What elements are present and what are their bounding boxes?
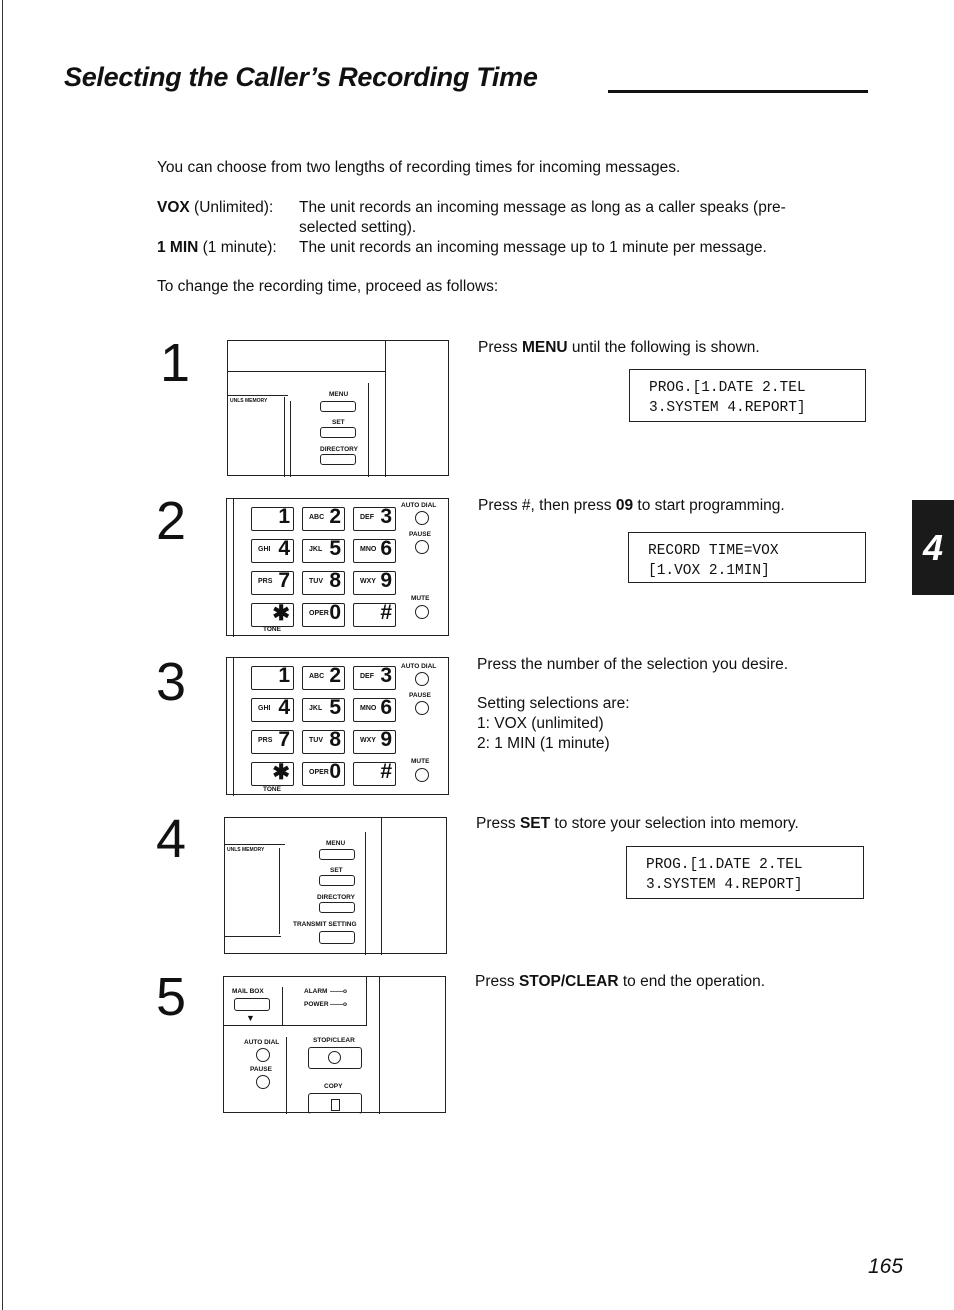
set-button	[320, 427, 356, 438]
keypad-key-letters: WXY	[360, 737, 376, 744]
step-4-display: PROG.[1.DATE 2.TEL 3.SYSTEM 4.REPORT]	[626, 846, 864, 899]
copy-icon	[331, 1099, 340, 1111]
pause-button	[415, 540, 429, 554]
keypad-key-letters: GHI	[258, 705, 271, 712]
keypad-key	[251, 666, 294, 690]
keypad-key	[302, 539, 345, 563]
auto-dial-button	[256, 1048, 270, 1062]
page-number: 165	[868, 1255, 904, 1278]
keypad-key	[302, 762, 345, 786]
keypad-key	[302, 507, 345, 531]
menu-button	[320, 401, 356, 412]
keypad-key-digit: 5	[329, 537, 341, 560]
step-3-selections-head: Setting selections are:	[477, 695, 630, 712]
keypad-key	[353, 762, 396, 786]
step-2-text: Press #, then press 09 to start programming.	[478, 497, 785, 514]
keypad-key-digit: 3	[380, 664, 392, 687]
keypad-key-letters: PRS	[258, 578, 273, 585]
keypad-key	[251, 539, 294, 563]
keypad-key-digit: 6	[380, 696, 392, 719]
keypad-key-digit: 8	[329, 569, 341, 592]
keypad-key	[251, 698, 294, 722]
step-3-selection-2: 2: 1 MIN (1 minute)	[477, 735, 610, 752]
min-description: The unit records an incoming message up to 1 minute per message.	[299, 239, 767, 256]
step-1-text: Press MENU until the following is shown.	[478, 339, 760, 356]
keypad-key-digit: 0	[329, 760, 341, 783]
keypad-key	[302, 666, 345, 690]
keypad-key	[353, 603, 396, 627]
step-3-text: Press the number of the selection you desire.	[477, 656, 789, 673]
step-1-illustration: UNLS MEMORY MENU SET DIRECTORY	[227, 340, 449, 476]
title-rule	[608, 90, 868, 93]
keypad-key-letters: TUV	[309, 578, 323, 585]
keypad-key-letters: WXY	[360, 578, 376, 585]
step-4-number: 4	[156, 809, 187, 869]
stop-clear-button	[308, 1047, 362, 1069]
keypad-key	[302, 603, 345, 627]
transmit-setting-button	[319, 931, 355, 944]
keypad-key-digit: #	[380, 760, 392, 783]
keypad-key-letters: OPER	[309, 610, 329, 617]
set-button	[319, 875, 355, 886]
keypad-key-digit: 3	[380, 505, 392, 528]
vox-description: The unit records an incoming message as long as a caller speaks (pre-	[299, 199, 786, 216]
keypad-key-digit: 2	[329, 505, 341, 528]
menu-label: MENU	[329, 391, 349, 398]
keypad-key-digit: 8	[329, 728, 341, 751]
auto-dial-button	[415, 511, 429, 525]
min-term: 1 MIN (1 minute):	[157, 239, 277, 256]
keypad-key-letters: ABC	[309, 673, 325, 680]
keypad-key-digit: 0	[329, 601, 341, 624]
keypad-key	[353, 571, 396, 595]
keypad-key-letters: ABC	[309, 514, 325, 521]
keypad-key-letters: MNO	[360, 705, 377, 712]
keypad-key-letters: DEF	[360, 514, 374, 521]
step-1-display: PROG.[1.DATE 2.TEL 3.SYSTEM 4.REPORT]	[629, 369, 866, 422]
keypad-key-letters: GHI	[258, 546, 271, 553]
vox-description-cont: selected setting).	[299, 219, 417, 236]
proceed-text: To change the recording time, proceed as follows:	[157, 278, 499, 295]
keypad-key-digit: 7	[278, 569, 290, 592]
copy-button	[308, 1093, 362, 1114]
intro-text: You can choose from two lengths of recording times for incoming messages.	[157, 159, 681, 176]
keypad-key-digit: 6	[380, 537, 392, 560]
step-4-text: Press SET to store your selection into memory.	[476, 815, 799, 832]
pause-button	[256, 1075, 270, 1089]
keypad-key	[251, 571, 294, 595]
keypad-key	[353, 730, 396, 754]
step-3-selection-1: 1: VOX (unlimited)	[477, 715, 604, 732]
keypad-key	[302, 698, 345, 722]
keypad-key	[251, 730, 294, 754]
keypad-key-digit: 2	[329, 664, 341, 687]
keypad-key	[353, 507, 396, 531]
set-label: SET	[332, 419, 345, 426]
keypad-key-digit: 5	[329, 696, 341, 719]
page-edge	[2, 0, 3, 1310]
keypad-key	[251, 762, 294, 786]
keypad-key-letters: OPER	[309, 769, 329, 776]
keypad-key	[353, 666, 396, 690]
keypad-key	[302, 730, 345, 754]
page-title: Selecting the Caller’s Recording Time	[64, 62, 538, 92]
keypad-key-letters: JKL	[309, 705, 323, 712]
directory-button	[319, 902, 355, 913]
keypad-key	[302, 571, 345, 595]
keypad-key-digit: 4	[278, 537, 290, 560]
keypad-key-digit: ✱	[272, 602, 290, 625]
menu-button	[319, 849, 355, 860]
keypad-key-digit: 4	[278, 696, 290, 719]
directory-button	[320, 454, 356, 465]
keypad-key-digit: 1	[278, 664, 290, 687]
directory-label: DIRECTORY	[320, 446, 358, 453]
keypad-key-digit: 9	[380, 728, 392, 751]
mail-box-button	[234, 998, 270, 1011]
keypad-key	[353, 539, 396, 563]
mute-button	[415, 605, 429, 619]
step-4-illustration: UNLS MEMORY MENU SET DIRECTORY TRANSMIT SETTING	[224, 817, 447, 954]
pause-button	[415, 701, 429, 715]
keypad-key	[353, 698, 396, 722]
keypad-key-digit: ✱	[272, 761, 290, 784]
step-3-keypad-illustration: AUTO DIAL PAUSE MUTE TONE 1 ABC 2 DEF 3 GHI 4 JKL 5 MNO 6 PRS 7 TUV 8 WXY 9 ✱ OPER 0 #	[226, 657, 449, 795]
keypad-key-letters: PRS	[258, 737, 273, 744]
step-5-illustration: MAIL BOX ▼ ALARM ——o POWER ——o AUTO DIAL PAUSE STOP/CLEAR COPY	[223, 976, 446, 1113]
keypad-key-digit: 7	[278, 728, 290, 751]
keypad-key-letters: DEF	[360, 673, 374, 680]
stop-icon	[328, 1051, 341, 1064]
vox-term: VOX (Unlimited):	[157, 199, 274, 216]
step-2-display: RECORD TIME=VOX [1.VOX 2.1MIN]	[628, 532, 866, 583]
step-1-number: 1	[160, 333, 191, 393]
step-5-number: 5	[156, 967, 187, 1027]
auto-dial-button	[415, 672, 429, 686]
keypad-key-letters: TUV	[309, 737, 323, 744]
step-2-keypad-illustration: AUTO DIAL PAUSE MUTE TONE 1 ABC 2 DEF 3 GHI 4 JKL 5 MNO 6 PRS 7 TUV 8 WXY 9 ✱ OPER 0 #	[226, 498, 449, 636]
keypad-key-letters: JKL	[309, 546, 323, 553]
keypad-key	[251, 507, 294, 531]
keypad-key-digit: 1	[278, 505, 290, 528]
step-3-number: 3	[156, 652, 187, 712]
keypad-key-letters: MNO	[360, 546, 377, 553]
keypad-key-digit: 9	[380, 569, 392, 592]
chapter-tab: 4	[912, 500, 954, 595]
step-5-text: Press STOP/CLEAR to end the operation.	[475, 973, 766, 990]
keypad-key	[251, 603, 294, 627]
keypad-key-digit: #	[380, 601, 392, 624]
mute-button	[415, 768, 429, 782]
step-2-number: 2	[156, 491, 187, 551]
